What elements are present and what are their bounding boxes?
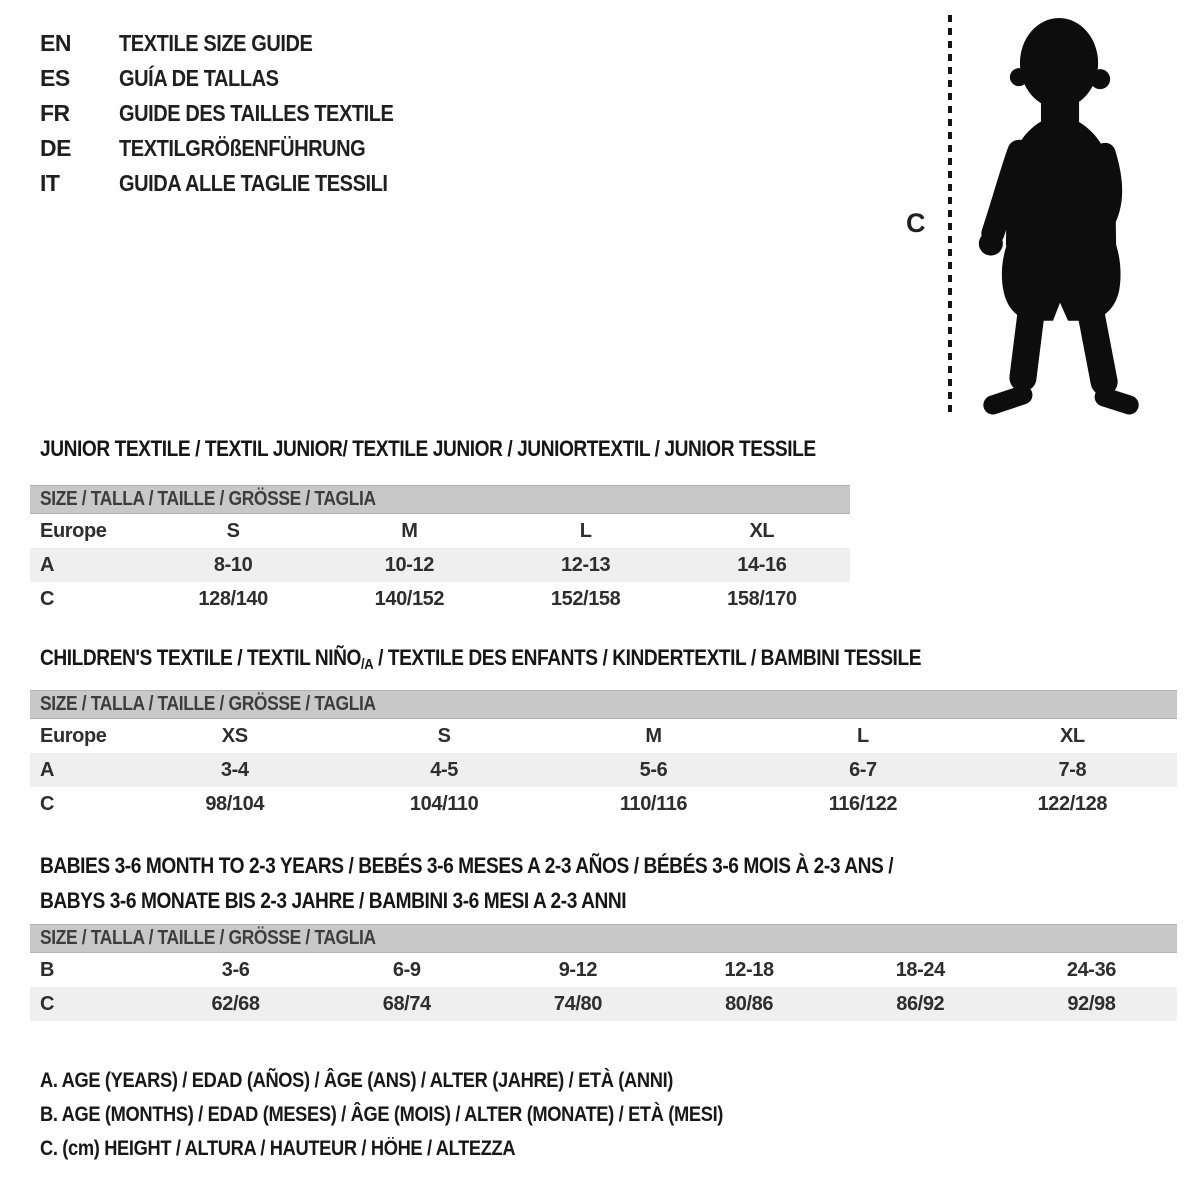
size-value-cell: 6-7 [849, 758, 877, 781]
row-label: A [40, 553, 55, 576]
height-measure-line [948, 15, 952, 418]
size-value-cell: 24-36 [1066, 958, 1117, 981]
size-value-cell: 158/170 [727, 587, 797, 610]
size-value-cell: 6-9 [392, 958, 421, 981]
language-code: EN [40, 30, 71, 56]
size-value-cell: 18-24 [895, 958, 945, 981]
size-value-cell: XS [221, 724, 248, 747]
language-code: IT [40, 170, 60, 196]
size-value-cell: 110/116 [619, 792, 688, 815]
legend-line-a [40, 1064, 825, 1098]
size-value-cell: 116/122 [828, 792, 898, 815]
size-header-bar [30, 690, 1177, 719]
language-code: DE [40, 135, 71, 161]
size-value-cell: 122/128 [1037, 792, 1108, 815]
language-code: ES [40, 65, 70, 91]
table-row [30, 787, 1177, 821]
table-row [30, 987, 1177, 1021]
size-value-cell: 152/158 [550, 587, 621, 610]
size-header-text: SIZE / TALLA / TAILLE / GRÖSSE / TAGLIA [40, 927, 376, 949]
guide-title-fr: GUIDE DES TAILLES TEXTILE [119, 100, 394, 126]
size-value-cell: L [857, 724, 869, 747]
children-table-body [30, 719, 1177, 821]
language-code: FR [40, 100, 70, 126]
height-measure-label: C [906, 208, 926, 238]
children-textile-section [30, 646, 1177, 821]
guide-title-en: TEXTILE SIZE GUIDE [119, 30, 313, 56]
junior-section-title-text: JUNIOR TEXTILE / TEXTIL JUNIOR/ TEXTILE JUNIOR / JUNIORTEXTIL / JUNIOR TESSILE [40, 436, 816, 461]
size-header-text: SIZE / TALLA / TAILLE / GRÖSSE / TAGLIA [40, 693, 376, 715]
table-row [30, 953, 1177, 987]
size-value-cell: 98/104 [205, 792, 265, 815]
guide-title-it: GUIDA ALLE TAGLIE TESSILI [119, 170, 388, 196]
babies-section-title-line1 [30, 854, 1177, 878]
size-value-cell: 9-12 [558, 958, 598, 981]
junior-textile-section [30, 437, 850, 616]
size-value-cell: XL [1059, 724, 1085, 747]
title-sub-part: /A [361, 656, 374, 673]
table-row [30, 514, 850, 548]
table-row [30, 548, 850, 582]
legend-line-c [40, 1132, 825, 1166]
legend-text-a: A. AGE (YEARS) / EDAD (AÑOS) / ÂGE (ANS) / ALTER (JAHRE) / ETÀ (ANNI) [40, 1069, 674, 1092]
babies-title-text-line2: BABYS 3-6 MONATE BIS 2-3 JAHRE / BAMBINI 3-6 MESI A 2-3 ANNI [40, 888, 627, 913]
language-row-it [40, 166, 435, 201]
size-value-cell: 80/86 [725, 992, 774, 1015]
size-value-cell: 10-12 [384, 553, 434, 576]
toddler-silhouette-icon [962, 13, 1142, 420]
language-row-fr [40, 96, 435, 131]
size-value-cell: 128/140 [198, 587, 268, 610]
size-value-cell: S [437, 724, 451, 747]
children-section-title [30, 645, 1177, 673]
table-row [30, 719, 1177, 753]
junior-table-body [30, 514, 850, 616]
row-label: C [40, 792, 55, 815]
legend-text-b: B. AGE (MONTHS) / EDAD (MESES) / ÂGE (MOIS) / ALTER (MONATE) / ETÀ (MESI) [40, 1103, 724, 1126]
size-value-cell: M [645, 724, 662, 747]
row-label: C [40, 587, 55, 610]
babies-section-title-line2 [30, 889, 1177, 913]
size-value-cell: 14-16 [737, 553, 787, 576]
size-value-cell: M [401, 519, 418, 542]
size-value-cell: 3-6 [221, 958, 250, 981]
title-part: / TEXTILE DES ENFANTS / KINDERTEXTIL / BAMBINI TESSILE [373, 645, 922, 670]
size-header-bar [30, 924, 1177, 953]
legend-line-b [40, 1098, 825, 1132]
row-label: A [40, 758, 55, 781]
size-value-cell: 104/110 [409, 792, 479, 815]
row-label: Europe [40, 724, 107, 747]
language-row-de [40, 131, 435, 166]
babies-title-text-line1: BABIES 3-6 MONTH TO 2-3 YEARS / BEBÉS 3-6 MESES A 2-3 AÑOS / BÉBÉS 3-6 MOIS À 2-3 ANS / [40, 853, 894, 878]
junior-section-title [30, 437, 850, 461]
table-row [30, 582, 850, 616]
size-value-cell: 12-13 [561, 553, 611, 576]
size-value-cell: 4-5 [430, 758, 458, 781]
size-value-cell: 8-10 [213, 553, 253, 576]
size-header-text: SIZE / TALLA / TAILLE / GRÖSSE / TAGLIA [40, 488, 376, 510]
size-value-cell: 12-18 [724, 958, 774, 981]
babies-table-body [30, 953, 1177, 1021]
title-part: CHILDREN'S TEXTILE / TEXTIL NIÑO [40, 645, 362, 670]
babies-textile-section [30, 854, 1177, 1021]
size-value-cell: 62/68 [211, 992, 260, 1015]
guide-title-de: TEXTILGRÖßENFÜHRUNG [119, 135, 366, 161]
legend-text-c: C. (cm) HEIGHT / ALTURA / HAUTEUR / HÖHE / ALTEZZA [40, 1137, 516, 1160]
size-value-cell: 74/80 [553, 992, 602, 1015]
size-value-cell: 5-6 [639, 758, 668, 781]
size-value-cell: 140/152 [374, 587, 445, 610]
language-title-list [40, 26, 435, 201]
size-value-cell: 68/74 [382, 992, 431, 1015]
size-header-bar [30, 485, 850, 514]
size-value-cell: 92/98 [1067, 992, 1116, 1015]
language-row-en [40, 26, 435, 61]
measure-legend [40, 1064, 825, 1166]
size-value-cell: 86/92 [896, 992, 945, 1015]
table-row [30, 753, 1177, 787]
size-value-cell: S [226, 519, 240, 542]
row-label: C [40, 992, 55, 1015]
row-label: B [40, 958, 55, 981]
row-label: Europe [40, 519, 107, 542]
size-value-cell: 7-8 [1058, 758, 1087, 781]
children-section-title-text [40, 646, 921, 677]
size-value-cell: L [579, 519, 592, 542]
size-value-cell: 3-4 [220, 758, 249, 781]
language-row-es [40, 61, 435, 96]
size-value-cell: XL [749, 519, 775, 542]
guide-title-es: GUÍA DE TALLAS [119, 65, 279, 91]
